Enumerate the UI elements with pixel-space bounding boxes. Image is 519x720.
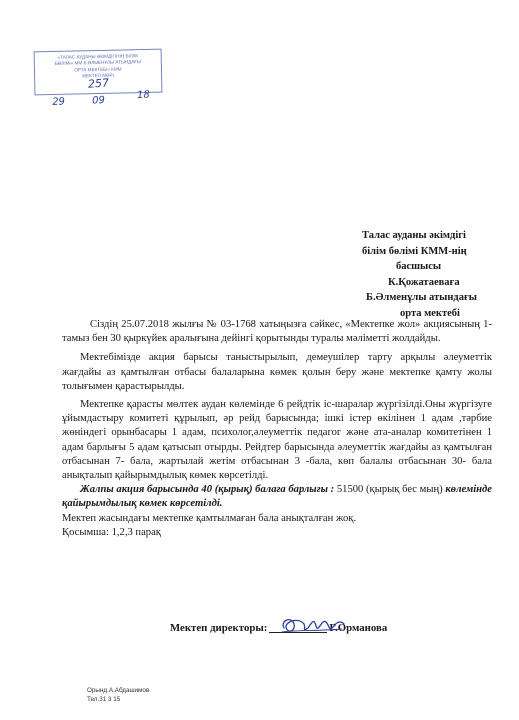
stamp-date-month: 09 [92,95,106,107]
executor-note [87,687,149,704]
stamp-line-3: ОРТА МЕКТЕБІ» КММ [74,66,122,73]
body-paragraph-uncovered: Мектеп жасындағы мектепке қамтылмаған бала анықталған жоқ. [62,512,357,524]
body-paragraph-raids: Мектепке қарасты мөлтек аудан көлемінде 6 рейдтік іс-шаралар жүргізілді.Оны жүргізуге ұйымдастыру комитеті құрылып, әр рейд барысында; ішкі істер өкілінен 1 адам ,тәрбие жөніндегі орынбасары 1 адам, психолог,әлеуметтік педагог және ата-аналар комитетінен 1 адам барлығы 5 адам қатысып отырды. Рейдтер барысында әлеуметтік жағдайы аз қамтылған отбасынан 7- бала, жартылай жетім отбасынан 3 -бала, көп балалы отбасынан 30- бала анықталып қайырымдылық көмек көрсетілді. [62,399,492,482]
addressee-block [362,228,512,321]
total-amount-text: 51500 (қырық бес мың) [336,484,446,496]
addressee-line: білім бөлімі КММ-нің [362,245,467,257]
executor-name: Орынд.А.Абдашимов [87,687,150,694]
attachments-note: Қосымша: 1,2,3 парақ [62,526,161,538]
stamp-number: 257 [87,76,110,91]
director-name: Г.Орманова [329,622,388,634]
addressee-line: орта мектебі [400,307,460,319]
body-paragraph-reference: Сіздің 25.07.2018 жылғы № 03-1768 хатыңызға сәйкес, «Мектепке жол» акциясының 1-тамыз бен 30 қыркүйек аралығына дейінгі қорытынды туралы мәліметті жолдайды. [62,319,492,345]
total-bold-text-2: көлемінде қайырымдылық көмек көрсетілді. [62,484,492,510]
executor-phone: Тел.31 3 15 [87,695,121,703]
stamp-line-4: МЕКТЕП МӨРІ [82,72,114,79]
addressee-line: Талас ауданы әкімдігі [362,230,466,241]
letter-body [62,318,492,540]
addressee-line: Б.Әлменұлы атындағы [366,292,477,303]
stamp-line-1: «ТАЛАС АУДАНЫ ӘКІМДІГІНІҢ БІЛІМ [57,53,138,60]
director-label: Мектеп директоры: [170,622,268,634]
stamp-line-2: БӨЛІМІ» ММ Б.ӘЛМЕНҰЛЫ АТЫНДАҒЫ [54,59,141,67]
body-paragraph-campaign: Мектебімізде акция барысы таныстырылып, демеушілер тарту арқылы әлеуметтік жағдайы аз қамтылған отбасы балаларына көмек қолын беру және мектепке қамту жолы толығымен қарастырылды. [62,352,492,392]
addressee-line: К.Қожатаеваға [388,276,460,288]
stamp-date-day: 29 [52,96,66,108]
addressee-line: басшысы [396,261,442,272]
handwritten-signature [278,612,348,638]
stamp-date-year: 18 [136,89,150,101]
body-paragraph-total [62,483,492,511]
total-bold-text: Жалпы акция барысында 40 (қырық) балаға барлығы : [80,484,337,496]
